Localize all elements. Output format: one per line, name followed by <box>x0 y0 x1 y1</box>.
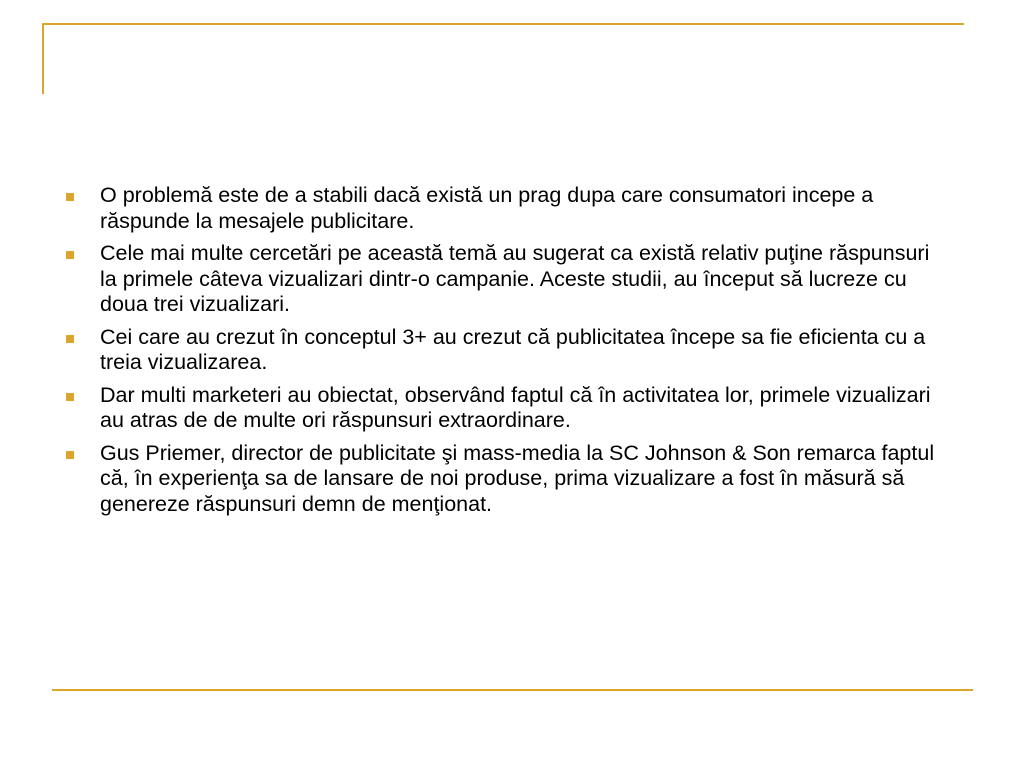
bullet-item <box>66 241 946 318</box>
bullet-item <box>66 441 946 518</box>
bullet-item <box>66 383 946 434</box>
square-bullet-icon <box>66 335 74 343</box>
square-bullet-icon <box>66 393 74 401</box>
bullet-text: Cei care au crezut în conceptul 3+ au crezut că publicitatea începe sa fie eficienta cu a treia vizualizarea. <box>100 324 926 374</box>
bullet-text: Gus Priemer, director de publicitate şi mass-media la SC Johnson & Son remarca faptul că, în experienţa sa de lansare de noi produse, prima vizualizare a fost în măsură să genereze răspunsuri demn de menţionat. <box>100 440 935 516</box>
bullet-item <box>66 183 946 234</box>
bullet-list <box>66 183 946 524</box>
bullet-text: O problemă este de a stabili dacă există un prag dupa care consumatori incepe a răspunde la mesajele publicitare. <box>100 183 874 233</box>
left-frame-line <box>42 23 44 94</box>
top-frame-line <box>42 23 964 25</box>
square-bullet-icon <box>66 251 74 259</box>
bullet-text: Dar multi marketeri au obiectat, observând faptul că în activitatea lor, primele vizualizari au atras de de multe ori răspunsuri extraordinare. <box>100 382 931 432</box>
bullet-text: Cele mai multe cercetări pe această temă au sugerat ca există relativ puţine răspunsuri la primele câteva vizualizari dintr-o campanie. Aceste studii, au început să lucreze cu doua trei vizualizari. <box>100 241 930 316</box>
bottom-frame-line <box>52 689 973 691</box>
square-bullet-icon <box>66 193 74 201</box>
square-bullet-icon <box>66 451 74 459</box>
bullet-item <box>66 325 946 376</box>
